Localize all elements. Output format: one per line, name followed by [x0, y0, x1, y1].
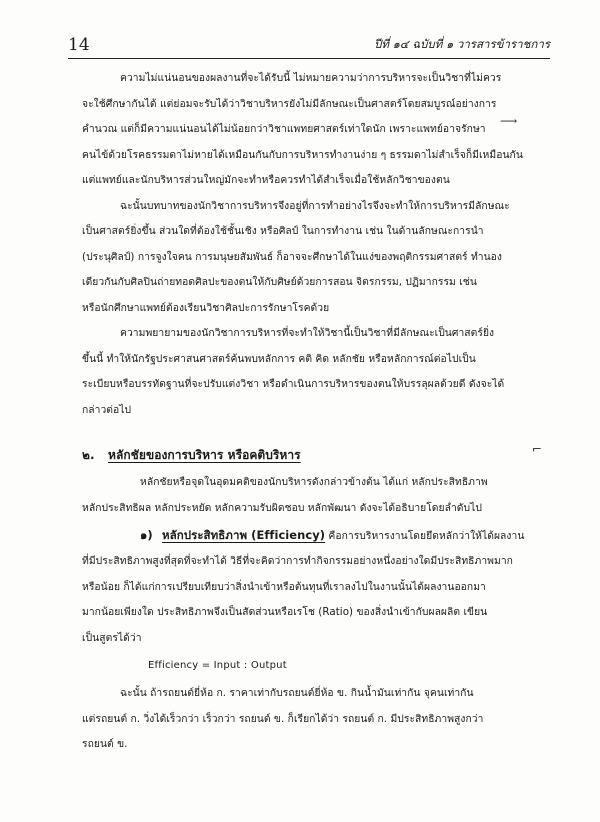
- text-line: เดียวกันกับศิลปินถ่ายทอดศิลปะของตนให้กับศิษย์ด้วยการสอน จิตรกรรม, ปฏิมากรรม เช่น: [82, 276, 477, 288]
- paragraph-1: [82, 66, 558, 194]
- text-line: กล่าวต่อไป: [82, 403, 132, 416]
- section-heading: [82, 440, 558, 470]
- margin-pen-mark: ⌐: [532, 442, 543, 456]
- paragraph-2: [82, 194, 558, 322]
- document-body: [82, 66, 558, 758]
- page-number: 14: [68, 35, 90, 55]
- subsection-lead-text: คือการบริหารงานโดยยึดหลักว่าให้ได้ผลงาน: [325, 530, 525, 542]
- subsection-1-text: [82, 549, 558, 651]
- margin-arrow-mark: ⟶: [500, 114, 518, 128]
- subsection-title: หลักประสิทธิภาพ (Efficiency): [162, 528, 326, 542]
- text-line: ฉะนั้น ถ้ารถยนต์ยี่ห้อ ก. ราคาเท่ากับรถยนต์ยี่ห้อ ข. กินน้ำมันเท่ากัน จุคนเท่ากัน: [120, 687, 474, 699]
- text-line: ฉะนั้นบทบาทของนักวิชาการบริหารจึงอยู่ที่การทำอย่างไรจึงจะทำให้การบริหารมีลักษณะ: [120, 199, 510, 212]
- text-line: มากน้อยเพียงใด ประสิทธิภาพจึงเป็นสัดส่วนหรือเรโช (Ratio) ของสิ่งนำเข้ากับผลผลิต เขียน: [82, 606, 488, 618]
- text-line: ที่มีประสิทธิภาพสูงที่สุดที่จะทำได้ วิธีที่จะคิดว่าการทำกิจกรรมอย่างหนึ่งอย่างใดมีประสิทธิภาพมาก: [82, 555, 513, 567]
- text-line: (ประนุศิลป์) การจูงใจคน การมนุษยสัมพันธ์ ก็อาจจะศึกษาได้ในแง่ของพฤติกรรมศาสตร์ ทำนอง: [82, 250, 502, 263]
- text-line: ความไม่แน่นอนของผลงานที่จะได้รับนี้ ไม่หมายความว่าการบริหารจะเป็นวิชาที่ไม่ควร: [120, 72, 502, 84]
- text-line: หลักชัยหรือจุดในอุดมคติของนักบริหารดังกล่าวข้างต้น ได้แก่ หลักประสิทธิภาพ: [140, 476, 488, 488]
- text-line: เป็นศาสตร์ยิ่งขึ้น ส่วนใดที่ต้องใช้ชั้นเชิง หรือศิลป์ ในการทำงาน เช่น ในด้านลักษณะการนำ: [82, 225, 484, 237]
- text-line: หรือน้อย ก็ได้แก่การเปรียบเทียบว่าสิ่งนำเข้าหรือต้นทุนที่เราลงไปในงานนั้นได้ผลงานออกมา: [82, 580, 486, 593]
- subsection-number: ๑): [140, 528, 153, 542]
- section-2-text: [82, 470, 558, 521]
- text-line: หรือนักศึกษาแพทย์ต้องเรียนวิชาศิลปะการรักษาโรคด้วย: [82, 301, 330, 314]
- text-line: แต่รถยนต์ ก. วิ่งได้เร็วกว่า เร็วกว่า รถยนต์ ข. ก็เรียกได้ว่า รถยนต์ ก. มีประสิทธิภาพสูงกว่า: [82, 712, 484, 725]
- text-line: คนไข้ด้วยโรคธรรมดาไม่หายได้เหมือนกันกับการบริหารทำงานง่าย ๆ ธรรมดาไม่สำเร็จก็มีเหมือนกัน: [82, 148, 523, 161]
- section-number: ๒.: [82, 448, 95, 462]
- subsection-heading: [82, 521, 558, 549]
- page-header: [68, 32, 550, 59]
- text-line: หลักประสิทธิผล หลักประหยัด หลักความรับผิดชอบ หลักพัฒนา ดังจะได้อธิบายโดยลำดับไป: [82, 501, 482, 514]
- text-line: ความพยายามของนักวิชาการบริหารที่จะทำให้วิชานี้เป็นวิชาที่มีลักษณะเป็นศาสตร์ยิ่ง: [120, 327, 495, 339]
- paragraph-3: [82, 321, 558, 423]
- text-line: เป็นสูตรได้ว่า: [82, 631, 142, 644]
- text-line: ระเบียบหรือบรรทัดฐานที่จะปรับแต่งวิชา หรือดำเนินการบริหารของตนให้บรรลุผลด้วยดี ดังจะได้: [82, 378, 505, 390]
- text-line: รถยนต์ ข.: [82, 738, 128, 750]
- text-line: จะใช้ศึกษากันได้ แต่ย่อมจะรับได้ว่าวิชาบริหารยังไม่มีลักษณะเป็นศาสตร์โดยสมบูรณ์อย่างการ: [82, 97, 497, 110]
- section-title: หลักชัยของการบริหาร หรือคติบริหาร: [108, 448, 301, 462]
- text-line: ขึ้นนี้ ทำให้นักรัฐประศาสนศาสตร์ค้นพบหลักการ คติ คิด หลักชัย หรือหลักการณ์ต่อไปเป็น: [82, 352, 476, 365]
- running-head: ปีที่ ๑๔ ฉบับที่ ๑ วารสารข้าราชการ: [374, 37, 550, 51]
- text-line: แต่แพทย์และนักบริหารส่วนใหญ่มักจะทำหรือควรทำได้สำเร็จเมื่อใช้หลักวิชาของตน: [82, 174, 450, 186]
- efficiency-formula: Efficiency = Input : Output: [148, 660, 287, 671]
- text-line: คำนวณ แต่ก็มีความแน่นอนได้ไม่น้อยกว่าวิชาแพทยศาสตร์เท่าใดนัก เพราะแพทย์อาจรักษา: [82, 123, 486, 135]
- subsection-1-after-text: [82, 681, 558, 758]
